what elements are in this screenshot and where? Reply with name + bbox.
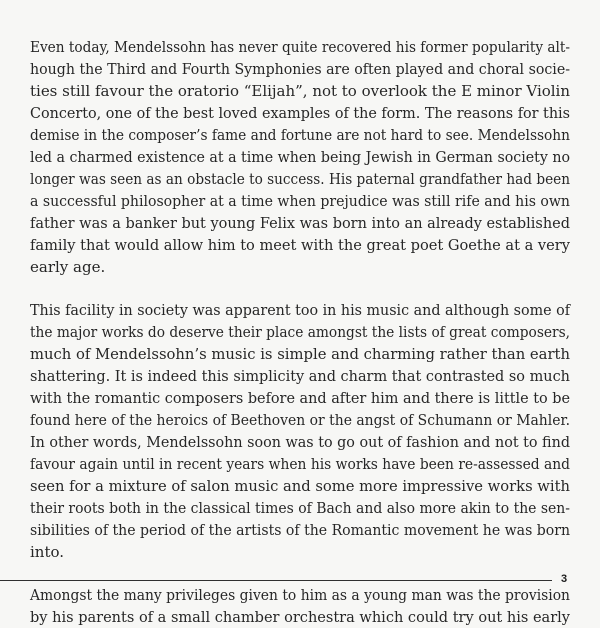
paragraph-2 [30,299,570,563]
text-line: hough the Third and Fourth Symphonies are often played and choral socie- [30,60,570,78]
text-line: with the romantic composers before and after him and there is little to be [30,389,570,407]
page-number: 3 [561,573,568,585]
text-line: family that would allow him to meet with the great poet Goethe at a very [30,236,570,254]
text-line: Even today, Mendelssohn has never quite recovered his former popularity alt- [30,38,570,56]
text-line: father was a banker but young Felix was born into an already established [30,214,570,232]
text-line: demise in the composer’s fame and fortune are not hard to see. Mendelssohn [30,126,570,144]
text-line: ties still favour the oratorio “Elijah”, not to overlook the E minor Violin [30,82,570,100]
text-line: seen for a mixture of salon music and some more impressive works with [30,477,570,495]
paragraph-3 [30,584,570,628]
text-line: the major works do deserve their place amongst the lists of great composers, [30,323,570,341]
text-line: Concerto, one of the best loved examples of the form. The reasons for this [30,104,570,122]
text-line: early age. [30,258,106,276]
text-line: shattering. It is indeed this simplicity and charm that contrasted so much [30,367,570,385]
footer-rule [0,580,552,581]
text-line: a successful philosopher at a time when prejudice was still rife and his own [30,192,570,210]
text-line: sibilities of the period of the artists of the Romantic movement he was born [30,521,570,539]
text-line: their roots both in the classical times of Bach and also more akin to the sen- [30,499,570,517]
text-line: into. [30,543,65,561]
text-line: longer was seen as an obstacle to success. His paternal grandfather had been [30,170,570,188]
paragraph-spacer [30,278,570,299]
body-text [30,36,570,628]
text-line: found here of the heroics of Beethoven or the angst of Schumann or Mahler. [30,411,570,429]
text-line: much of Mendelssohn’s music is simple and charming rather than earth [30,345,570,363]
text-line: This facility in society was apparent too in his music and although some of [30,301,570,319]
text-line: by his parents of a small chamber orchestra which could try out his early [30,608,570,626]
paragraph-1 [30,36,570,278]
text-line: favour again until in recent years when his works have been re-assessed and [30,455,570,473]
text-line: led a charmed existence at a time when being Jewish in German society no [30,148,570,166]
text-line: Amongst the many privileges given to him as a young man was the provision [30,586,570,604]
text-line: In other words, Mendelssohn soon was to go out of fashion and not to find [30,433,570,451]
